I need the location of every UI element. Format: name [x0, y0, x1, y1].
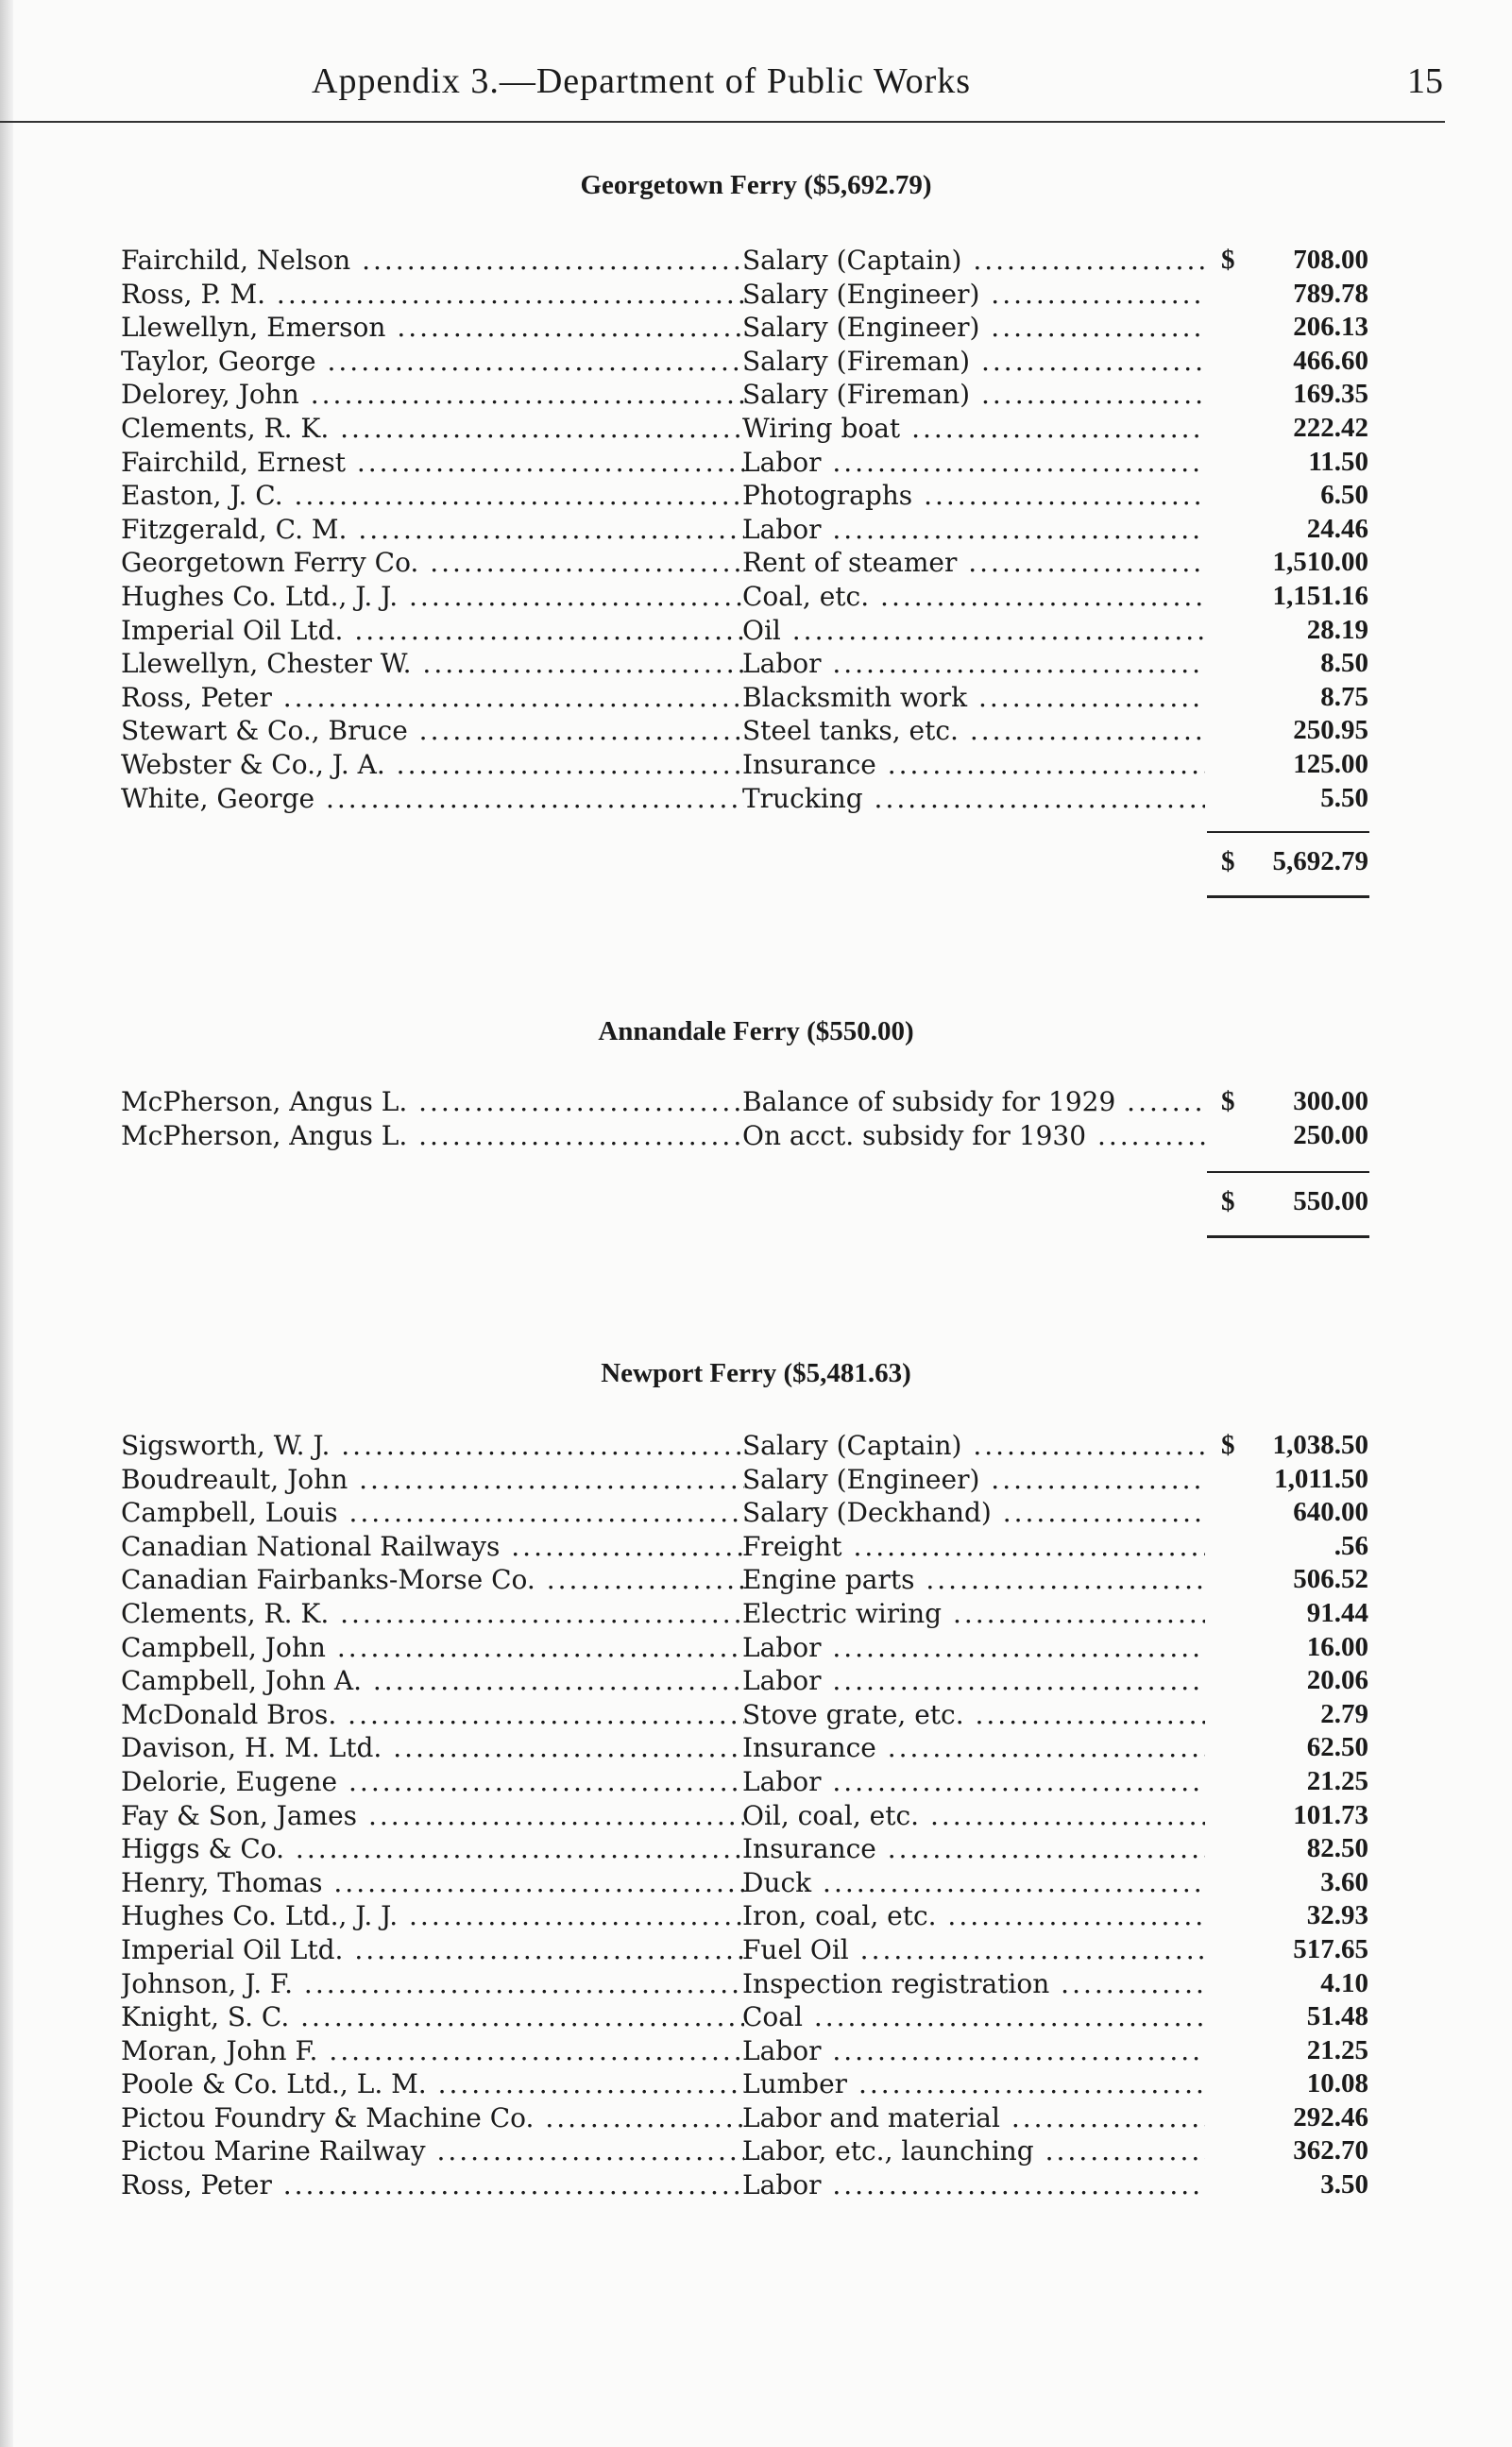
payment-amount: 62.50	[1306, 1732, 1368, 1763]
ledger-row	[0, 446, 1512, 480]
total-amount: 5,692.79	[1272, 846, 1368, 876]
payment-amount: 640.00	[1293, 1497, 1368, 1528]
ledger-row	[0, 1563, 1512, 1597]
ledger-row	[0, 513, 1512, 547]
payee-name: Webster & Co., J. A. .....	[121, 748, 744, 782]
payment-purpose: Salary (Captain) .....	[742, 1429, 1205, 1463]
ledger-row	[0, 614, 1512, 648]
payee-name: Hughes Co. Ltd., J. J. .....	[121, 1899, 744, 1933]
payee-name: Stewart & Co., Bruce .....	[121, 714, 744, 748]
ledger-row	[0, 714, 1512, 748]
ledger-row	[0, 479, 1512, 513]
section-title: Georgetown Ferry ($5,692.79)	[580, 170, 932, 200]
payment-purpose: Labor and material .....	[742, 2101, 1205, 2135]
payee-name: White, George .....	[121, 782, 744, 816]
total-double-rule	[1207, 895, 1369, 898]
payment-purpose: Oil .....	[742, 614, 1205, 648]
payment-amount: .56	[1334, 1530, 1368, 1561]
payment-amount: 16.00	[1306, 1631, 1368, 1662]
ledger-row	[0, 2168, 1512, 2202]
payment-purpose: Labor .....	[742, 1765, 1205, 1799]
payment-purpose: On acct. subsidy for 1930 .....	[742, 1119, 1205, 1153]
payment-purpose: Lumber .....	[742, 2067, 1205, 2101]
payee-name: Campbell, John .....	[121, 1631, 744, 1665]
ledger-row	[0, 1698, 1512, 1732]
payment-amount: 5.50	[1320, 782, 1368, 813]
payment-purpose: Salary (Engineer) .....	[742, 311, 1205, 345]
ledger-row	[0, 2000, 1512, 2034]
header-rule	[0, 121, 1445, 123]
payment-purpose: Electric wiring .....	[742, 1597, 1205, 1631]
payment-amount: 1,510.00	[1272, 547, 1368, 578]
payment-amount: 169.35	[1293, 379, 1368, 410]
payment-purpose: Salary (Fireman) .....	[742, 345, 1205, 379]
payee-name: Pictou Marine Railway .....	[121, 2134, 744, 2168]
payment-amount: 708.00	[1293, 245, 1368, 275]
ledger-row	[0, 2067, 1512, 2101]
payee-name: Georgetown Ferry Co. .....	[121, 546, 744, 580]
payment-amount: 3.60	[1320, 1866, 1368, 1897]
ledger-row	[0, 378, 1512, 412]
payment-amount: 51.48	[1306, 2001, 1368, 2032]
payment-purpose: Wiring boat .....	[742, 412, 1205, 446]
payment-amount: 21.25	[1306, 1765, 1368, 1796]
total-dollar-sign: $	[1221, 1186, 1235, 1216]
payment-purpose: Coal .....	[742, 2000, 1205, 2034]
payment-amount: 11.50	[1308, 446, 1368, 477]
payment-purpose: Labor .....	[742, 1664, 1205, 1698]
ledger-rows	[0, 1429, 1512, 2202]
ledger-row	[0, 1119, 1512, 1153]
payment-amount: 28.19	[1306, 614, 1368, 645]
payee-name: Higgs & Co. .....	[121, 1832, 744, 1866]
payment-purpose: Labor .....	[742, 647, 1205, 681]
payment-purpose: Labor .....	[742, 1631, 1205, 1665]
payee-name: Sigsworth, W. J. .....	[121, 1429, 744, 1463]
dollar-sign: $	[1221, 245, 1235, 275]
payee-name: Hughes Co. Ltd., J. J. .....	[121, 580, 744, 614]
payment-purpose: Blacksmith work .....	[742, 681, 1205, 715]
payment-purpose: Iron, coal, etc. .....	[742, 1899, 1205, 1933]
payee-name: Delorey, John .....	[121, 378, 744, 412]
total-amount: 550.00	[1293, 1186, 1368, 1216]
ledger-row	[0, 1832, 1512, 1866]
ledger-row	[0, 782, 1512, 816]
payment-amount: 21.25	[1306, 2034, 1368, 2065]
payment-purpose: Balance of subsidy for 1929 .....	[742, 1085, 1205, 1119]
payment-purpose: Insurance .....	[742, 748, 1205, 782]
payment-purpose: Oil, coal, etc. .....	[742, 1799, 1205, 1833]
total-rule	[1207, 831, 1369, 833]
payee-name: Fairchild, Nelson .....	[121, 244, 744, 278]
payee-name: Knight, S. C. .....	[121, 2000, 744, 2034]
ledger-row	[0, 1933, 1512, 1967]
payment-purpose: Duck .....	[742, 1866, 1205, 1900]
payment-amount: 8.75	[1320, 681, 1368, 712]
payment-purpose: Inspection registration .....	[742, 1967, 1205, 2001]
ledger-row	[0, 1799, 1512, 1833]
ledger-row	[0, 278, 1512, 312]
payment-amount: 250.00	[1293, 1119, 1368, 1150]
running-title: Appendix 3.—Department of Public Works	[312, 61, 972, 101]
payee-name: Davison, H. M. Ltd. .....	[121, 1731, 744, 1765]
payment-purpose: Salary (Captain) .....	[742, 244, 1205, 278]
payee-name: Fay & Son, James .....	[121, 1799, 744, 1833]
ledger-row	[0, 1530, 1512, 1564]
payment-amount: 1,151.16	[1272, 580, 1368, 611]
ledger-rows	[0, 1085, 1512, 1152]
payee-name: Moran, John F. .....	[121, 2034, 744, 2068]
payment-amount: 32.93	[1306, 1900, 1368, 1931]
section-title: Newport Ferry ($5,481.63)	[601, 1358, 911, 1388]
payment-amount: 2.79	[1320, 1698, 1368, 1729]
section-total	[0, 842, 1512, 880]
payment-purpose: Fuel Oil .....	[742, 1933, 1205, 1967]
payment-amount: 206.13	[1293, 312, 1368, 343]
payment-amount: 82.50	[1306, 1833, 1368, 1864]
payee-name: Clements, R. K. .....	[121, 1597, 744, 1631]
payment-amount: 789.78	[1293, 278, 1368, 309]
payment-amount: 20.06	[1306, 1665, 1368, 1696]
payment-purpose: Labor .....	[742, 513, 1205, 547]
payee-name: McPherson, Angus L. .....	[121, 1085, 744, 1119]
payee-name: Delorie, Eugene .....	[121, 1765, 744, 1799]
ledger-row	[0, 681, 1512, 715]
payee-name: Boudreault, John .....	[121, 1463, 744, 1497]
payee-name: Ross, P. M. .....	[121, 278, 744, 312]
payment-purpose: Salary (Engineer) .....	[742, 278, 1205, 312]
payment-purpose: Insurance .....	[742, 1832, 1205, 1866]
payment-purpose: Rent of steamer .....	[742, 546, 1205, 580]
payee-name: Johnson, J. F. .....	[121, 1967, 744, 2001]
payment-amount: 3.50	[1320, 2169, 1368, 2201]
payment-amount: 517.65	[1293, 1933, 1368, 1964]
ledger-row	[0, 1631, 1512, 1665]
page-number: 15	[1407, 61, 1443, 101]
ledger-row	[0, 1731, 1512, 1765]
payment-purpose: Labor .....	[742, 446, 1205, 480]
payee-name: McPherson, Angus L. .....	[121, 1119, 744, 1153]
ledger-row	[0, 748, 1512, 782]
payee-name: Clements, R. K. .....	[121, 412, 744, 446]
payee-name: Taylor, George .....	[121, 345, 744, 379]
payment-purpose: Trucking .....	[742, 782, 1205, 816]
payee-name: Llewellyn, Emerson .....	[121, 311, 744, 345]
payment-amount: 1,038.50	[1272, 1430, 1368, 1460]
payment-purpose: Insurance .....	[742, 1731, 1205, 1765]
payment-purpose: Labor .....	[742, 2168, 1205, 2202]
payment-amount: 250.95	[1293, 715, 1368, 746]
ledger-row	[0, 2034, 1512, 2068]
payment-purpose: Labor, etc., launching .....	[742, 2134, 1205, 2168]
ledger-row	[0, 244, 1512, 278]
payee-name: Llewellyn, Chester W. .....	[121, 647, 744, 681]
payment-amount: 1,011.50	[1274, 1463, 1368, 1494]
ledger-row	[0, 1664, 1512, 1698]
ledger-row	[0, 1967, 1512, 2001]
payee-name: Campbell, John A. .....	[121, 1664, 744, 1698]
payment-amount: 10.08	[1306, 2068, 1368, 2099]
payment-purpose: Photographs .....	[742, 479, 1205, 513]
payment-purpose: Labor .....	[742, 2034, 1205, 2068]
payee-name: Henry, Thomas .....	[121, 1866, 744, 1900]
total-double-rule	[1207, 1235, 1369, 1238]
payment-purpose: Engine parts .....	[742, 1563, 1205, 1597]
ledger-row	[0, 2134, 1512, 2168]
payee-name: Canadian Fairbanks-Morse Co. .....	[121, 1563, 744, 1597]
payment-purpose: Salary (Deckhand) .....	[742, 1496, 1205, 1530]
ledger-row	[0, 2101, 1512, 2135]
payment-purpose: Stove grate, etc. .....	[742, 1698, 1205, 1732]
payment-amount: 506.52	[1293, 1564, 1368, 1595]
payment-purpose: Steel tanks, etc. .....	[742, 714, 1205, 748]
total-rule	[1207, 1171, 1369, 1173]
payment-amount: 125.00	[1293, 748, 1368, 779]
ledger-row	[0, 1429, 1512, 1463]
payment-amount: 222.42	[1293, 412, 1368, 443]
payment-amount: 300.00	[1293, 1086, 1368, 1116]
payment-amount: 24.46	[1306, 513, 1368, 544]
ledger-row	[0, 1866, 1512, 1900]
section-title: Annandale Ferry ($550.00)	[598, 1016, 914, 1046]
payee-name: Fitzgerald, C. M. .....	[121, 513, 744, 547]
payment-amount: 292.46	[1293, 2101, 1368, 2133]
ledger-row	[0, 1597, 1512, 1631]
ledger-rows	[0, 244, 1512, 815]
section-total	[0, 1182, 1512, 1220]
ledger-row	[0, 412, 1512, 446]
payment-amount: 8.50	[1320, 648, 1368, 679]
ledger-row	[0, 546, 1512, 580]
dollar-sign: $	[1221, 1430, 1235, 1460]
ledger-row	[0, 1496, 1512, 1530]
payment-purpose: Freight .....	[742, 1530, 1205, 1564]
ledger-row	[0, 580, 1512, 614]
payee-name: Ross, Peter .....	[121, 2168, 744, 2202]
payment-amount: 4.10	[1320, 1967, 1368, 1998]
payment-amount: 91.44	[1306, 1597, 1368, 1628]
payment-purpose: Salary (Fireman) .....	[742, 378, 1205, 412]
payee-name: Imperial Oil Ltd. .....	[121, 614, 744, 648]
payee-name: Canadian National Railways .....	[121, 1530, 744, 1564]
payee-name: Poole & Co. Ltd., L. M. .....	[121, 2067, 744, 2101]
payee-name: Ross, Peter .....	[121, 681, 744, 715]
payment-amount: 466.60	[1293, 345, 1368, 376]
ledger-row	[0, 1085, 1512, 1119]
ledger-row	[0, 1463, 1512, 1497]
ledger-row	[0, 1899, 1512, 1933]
payee-name: Campbell, Louis .....	[121, 1496, 744, 1530]
payment-purpose: Coal, etc. .....	[742, 580, 1205, 614]
ledger-row	[0, 647, 1512, 681]
payment-amount: 362.70	[1293, 2135, 1368, 2167]
running-head	[0, 55, 1512, 111]
payee-name: McDonald Bros. .....	[121, 1698, 744, 1732]
dollar-sign: $	[1221, 1086, 1235, 1116]
payment-amount: 101.73	[1293, 1799, 1368, 1830]
payee-name: Easton, J. C. .....	[121, 479, 744, 513]
total-dollar-sign: $	[1221, 846, 1235, 876]
payment-purpose: Salary (Engineer) .....	[742, 1463, 1205, 1497]
payee-name: Fairchild, Ernest .....	[121, 446, 744, 480]
payee-name: Pictou Foundry & Machine Co. .....	[121, 2101, 744, 2135]
payment-amount: 6.50	[1320, 480, 1368, 511]
ledger-row	[0, 345, 1512, 379]
payee-name: Imperial Oil Ltd. .....	[121, 1933, 744, 1967]
ledger-row	[0, 311, 1512, 345]
ledger-row	[0, 1765, 1512, 1799]
